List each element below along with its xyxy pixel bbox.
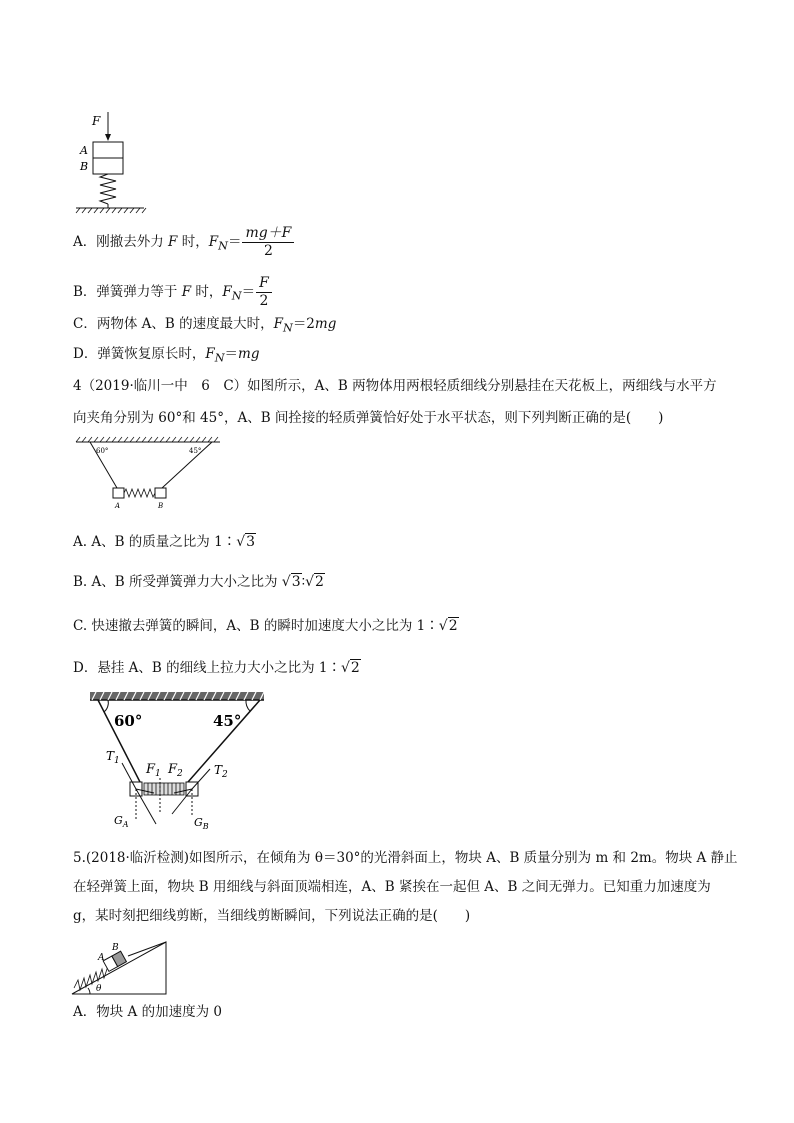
force-1-label: F <box>146 762 156 777</box>
block-a-label: A <box>98 953 105 963</box>
svg-text:GA: $G_A$ <box>114 814 129 829</box>
q4-option-d: D．悬挂 A、B 的细线上拉力大小之比为 1∶√2 <box>73 660 360 676</box>
svg-text:GB: $G_B$ <box>194 816 209 830</box>
q5-stem-line1: 5.(2018·临沂检测)如图所示，在倾角为 θ＝30°的光滑斜面上，物块 A、B 质量分别为 m 和 2m。物块 A 静止 <box>73 850 738 866</box>
svg-text:T2: $T_2$ <box>214 763 228 780</box>
force-2-label: F <box>168 762 178 777</box>
block-a-label: A <box>115 502 121 510</box>
svg-text:F2: $F_2$ <box>168 762 183 779</box>
angle-45-label: 45° <box>213 712 242 730</box>
q4-stem-line2: 向夹角分别为 60°和 45°，A、B 间拴接的轻质弹簧恰好处于水平状态，则下列判断正确的是( ) <box>73 410 664 426</box>
block-b-label: B <box>112 943 119 953</box>
q4-option-a: A. A、B 的质量之比为 1∶√3 <box>73 534 256 550</box>
q5-option-a: A．物块 A 的加速度为 0 <box>73 1004 222 1020</box>
svg-text:T1: $T_1$ <box>106 749 120 766</box>
force-label: F <box>92 114 101 128</box>
tension-2-label: T <box>214 763 223 777</box>
angle-60-label: 60° <box>114 712 143 730</box>
incline-figure <box>68 938 170 996</box>
q3-option-b: B．弹簧弹力等于 F 时，$F_N=$ $\frac{F}{2}$ <box>73 275 272 310</box>
gravity-b-label: G <box>194 816 203 829</box>
q3-option-c: C．两物体 A、B 的速度最大时，$F_N=2mg$ <box>73 316 337 335</box>
q5-stem-line3: g，某时刻把细线剪断，当细线剪断瞬间，下列说法正确的是( ) <box>73 908 471 924</box>
q3-option-a: A．刚撤去外力 F 时，$F_N=$ $\frac{mg+F}{2}$ <box>73 225 294 260</box>
angle-45-label: 45° <box>189 447 202 455</box>
theta-label: θ <box>96 984 102 994</box>
q5-stem-line2: 在轻弹簧上面，物块 B 用细线与斜面顶端相连，A、B 紧挨在一起但 A、B 之间无弹力。已知重力加速度为 <box>73 879 711 895</box>
q4-option-c: C. 快速撤去弹簧的瞬间，A、B 的瞬时加速度大小之比为 1∶√2 <box>73 618 458 634</box>
block-a-label: A <box>80 144 88 157</box>
svg-text:F1: $F_1$ <box>146 762 161 779</box>
block-b-label: B <box>80 160 89 173</box>
spring-blocks-figure <box>70 110 160 215</box>
tension-1-label: T <box>106 749 115 763</box>
gravity-a-label: G <box>114 814 123 827</box>
q4-stem-line1: 4（2019·临川一中 6 C）如图所示，A、B 两物体用两根轻质细线分别悬挂在天花板上，两细线与水平方 <box>73 378 717 394</box>
force-analysis-figure <box>88 690 268 830</box>
q3-option-d: D．弹簧恢复原长时，$F_N=mg$ <box>73 346 260 365</box>
hanging-blocks-figure <box>72 436 222 512</box>
block-b-label: B <box>158 502 164 510</box>
angle-60-label: 60° <box>96 447 109 455</box>
q4-option-b: B. A、B 所受弹簧弹力大小之比为 √3∶√2 <box>73 574 324 590</box>
